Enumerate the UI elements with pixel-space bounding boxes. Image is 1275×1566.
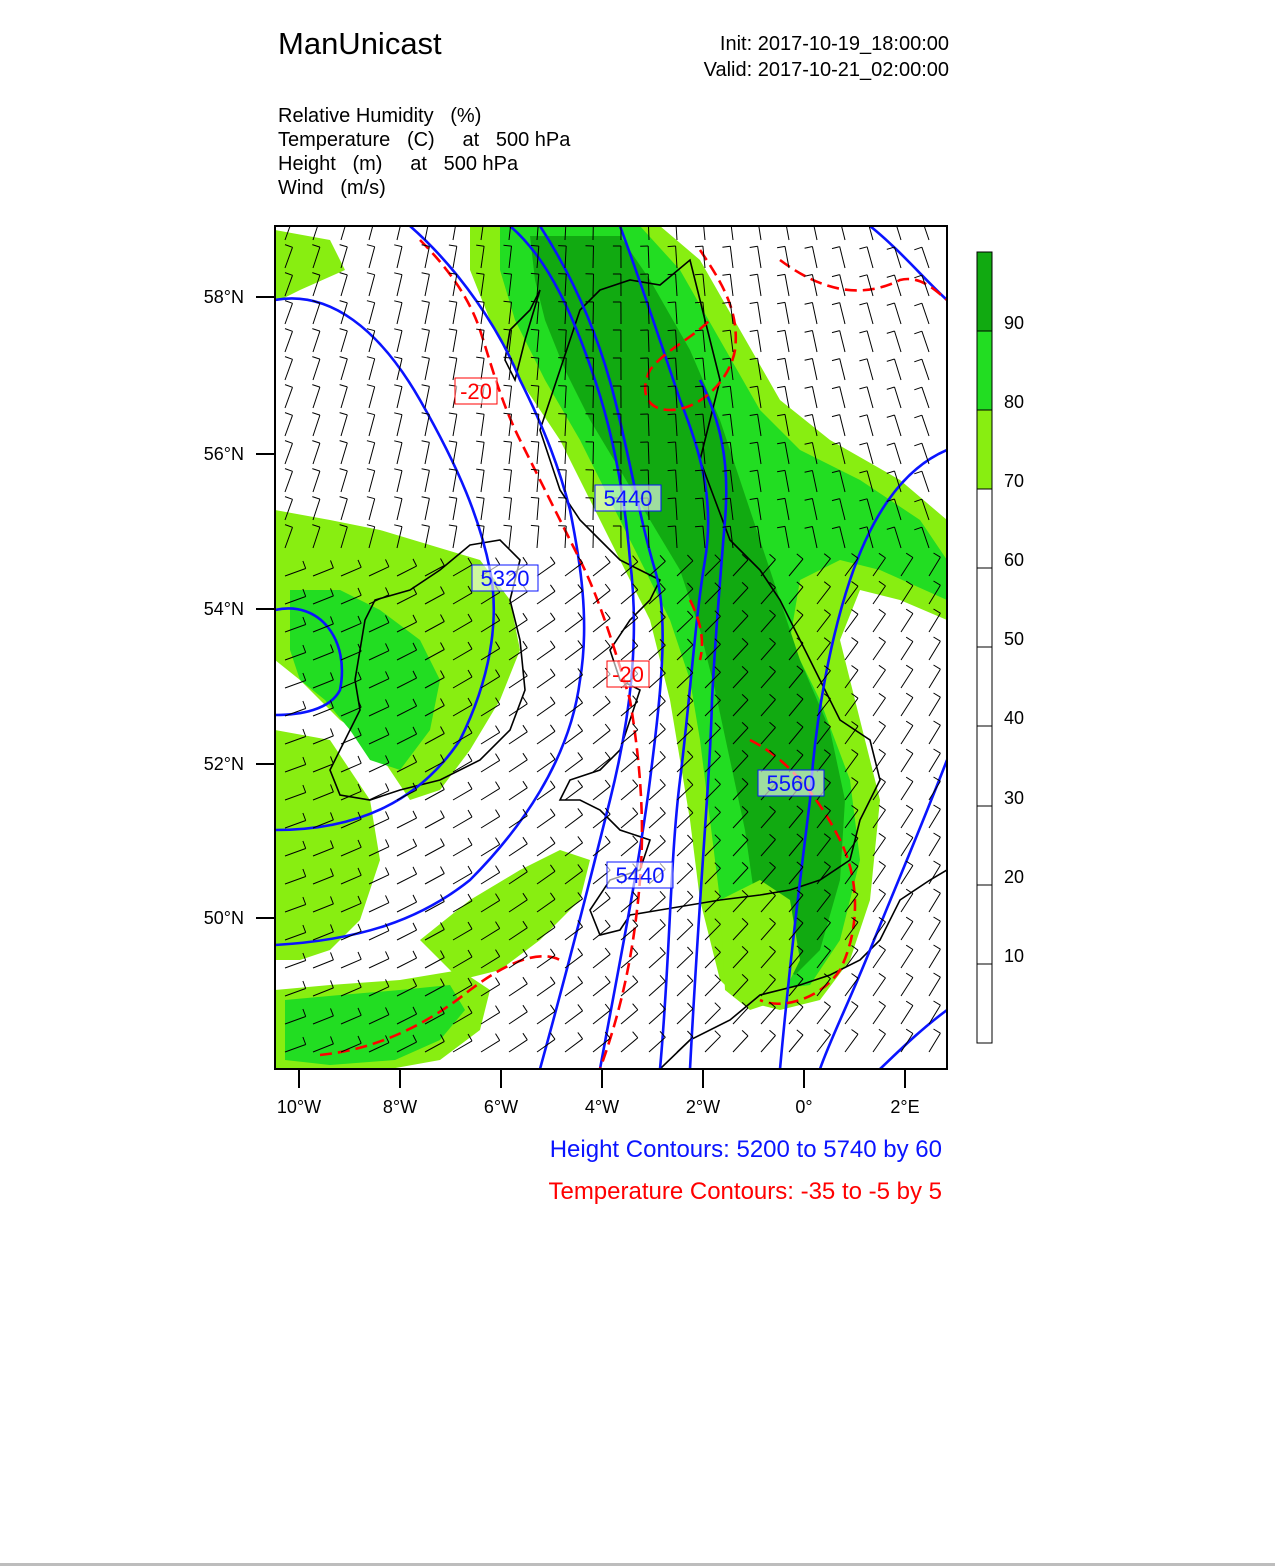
height-contour-note: Height Contours: 5200 to 5740 by 60 [549, 1136, 942, 1163]
wind-barb-feather [504, 217, 512, 218]
variable-temperature: Temperature (C) at 500 hPa [278, 129, 571, 151]
height-label-5560: 5560 [766, 771, 816, 796]
wind-barb-feather [695, 358, 703, 359]
wind-barb-feather [695, 330, 703, 331]
wind-barb-feather [340, 217, 348, 219]
wind-barb-feather [668, 386, 676, 387]
lon-ticks [299, 1069, 905, 1088]
wind-barb-feather [914, 219, 922, 222]
wind-barb-feather [832, 219, 840, 221]
wind-barb-feather [887, 219, 895, 221]
variable-wind: Wind (m/s) [278, 177, 386, 199]
temperature-label-south: -20 [612, 662, 644, 687]
height-label-5440-north: 5440 [603, 486, 653, 511]
wind-barb-feather [531, 245, 539, 246]
wind-barb-feather [695, 470, 703, 471]
wind-barb-feather [695, 218, 703, 219]
wind-barb-feather [695, 386, 703, 387]
lat-label-56n: 56°N [203, 444, 244, 464]
colorbar-label-20: 20 [1004, 867, 1025, 887]
wind-barb-feather [476, 217, 484, 218]
wind-barb-feather [859, 219, 867, 221]
map-panel [275, 217, 947, 1069]
wind-barb-feather [668, 218, 676, 219]
wind-barb-feather [531, 413, 539, 414]
wind-barb-feather [531, 441, 539, 442]
lat-label-58n: 58°N [203, 287, 244, 307]
colorbar-label-40: 40 [1004, 708, 1025, 728]
lon-label-8w: 8°W [382, 1097, 418, 1117]
colorbar-label-70: 70 [1004, 471, 1025, 491]
wind-barb-feather [668, 498, 676, 499]
height-label-5320: 5320 [480, 566, 530, 591]
wind-barb-feather [531, 497, 539, 498]
wind-barb [593, 470, 594, 492]
wind-barb [593, 274, 594, 296]
temperature-contour-note: Temperature Contours: -35 to -5 by 5 [548, 1178, 942, 1205]
variable-height: Height (m) at 500 hPa [278, 153, 519, 175]
lon-label-2e: 2°E [890, 1097, 920, 1117]
wind-barb-feather [422, 217, 430, 219]
wind-barb-feather [531, 385, 539, 386]
wind-barb [593, 358, 594, 380]
wind-barb-feather [668, 442, 676, 443]
wind-barb-feather [695, 442, 703, 443]
height-label-5440-south: 5440 [615, 863, 665, 888]
wind-barb-feather [750, 218, 758, 219]
wind-barb-feather [668, 274, 676, 275]
wind-barb [593, 414, 594, 436]
wind-barb-feather [367, 217, 375, 219]
temperature-label-north: -20 [460, 379, 492, 404]
wind-barb-feather [695, 274, 703, 275]
wind-barb-feather [531, 301, 539, 302]
lat-label-52n: 52°N [203, 754, 244, 774]
valid-time: Valid: 2017-10-21_02:00:00 [703, 59, 949, 81]
lon-label-6w: 6°W [483, 1097, 519, 1117]
wind-barb-feather [668, 302, 676, 303]
wind-barb [593, 442, 594, 464]
wind-barb [593, 386, 594, 408]
colorbar [977, 252, 992, 1043]
lon-label-0: 0° [795, 1097, 813, 1117]
wind-barb-feather [695, 246, 703, 247]
wind-barb-feather [777, 218, 785, 219]
wind-barb-feather [722, 218, 730, 219]
wind-barb-feather [531, 217, 539, 218]
lat-label-54n: 54°N [203, 599, 244, 619]
map-title: ManUnicast [278, 26, 442, 61]
wind-barb-feather [668, 526, 676, 527]
wind-barb-feather [449, 217, 457, 218]
wind-barb-feather [695, 414, 703, 415]
wind-barb-feather [668, 414, 676, 415]
wind-barb [593, 246, 594, 268]
wind-barb-feather [668, 358, 676, 359]
wind-barb-feather [312, 217, 320, 220]
init-time: Init: 2017-10-19_18:00:00 [719, 33, 949, 55]
wind-barb-feather [695, 302, 703, 303]
wind-barb-feather [668, 246, 676, 247]
wind-barb-feather [668, 330, 676, 331]
lat-label-50n: 50°N [203, 908, 244, 928]
wind-barb [593, 498, 594, 520]
lon-label-10w: 10°W [276, 1097, 322, 1117]
colorbar-label-50: 50 [1004, 629, 1025, 649]
colorbar-label-90: 90 [1004, 313, 1025, 333]
wind-barb [593, 218, 594, 240]
variable-rh: Relative Humidity (%) [278, 105, 482, 127]
lon-label-4w: 4°W [584, 1097, 620, 1117]
colorbar-label-30: 30 [1004, 788, 1025, 808]
wind-barb-feather [531, 357, 539, 358]
wind-barb-feather [805, 219, 813, 221]
wind-barb-feather [285, 217, 293, 220]
lon-label-2w: 2°W [685, 1097, 721, 1117]
wind-barb-feather [394, 217, 402, 219]
wind-barb-feather [695, 526, 703, 527]
wind-barb-feather [531, 469, 539, 470]
wind-barb [593, 526, 594, 548]
colorbar-label-60: 60 [1004, 550, 1025, 570]
wind-barb [593, 302, 594, 324]
wind-barb-feather [531, 525, 539, 526]
lat-ticks [256, 297, 275, 918]
wind-barb-feather [531, 329, 539, 330]
wind-barb-feather [531, 273, 539, 274]
colorbar-label-10: 10 [1004, 946, 1025, 966]
wind-barb [593, 330, 594, 352]
wind-barb-feather [695, 498, 703, 499]
colorbar-label-80: 80 [1004, 392, 1025, 412]
wind-barb-feather [668, 470, 676, 471]
